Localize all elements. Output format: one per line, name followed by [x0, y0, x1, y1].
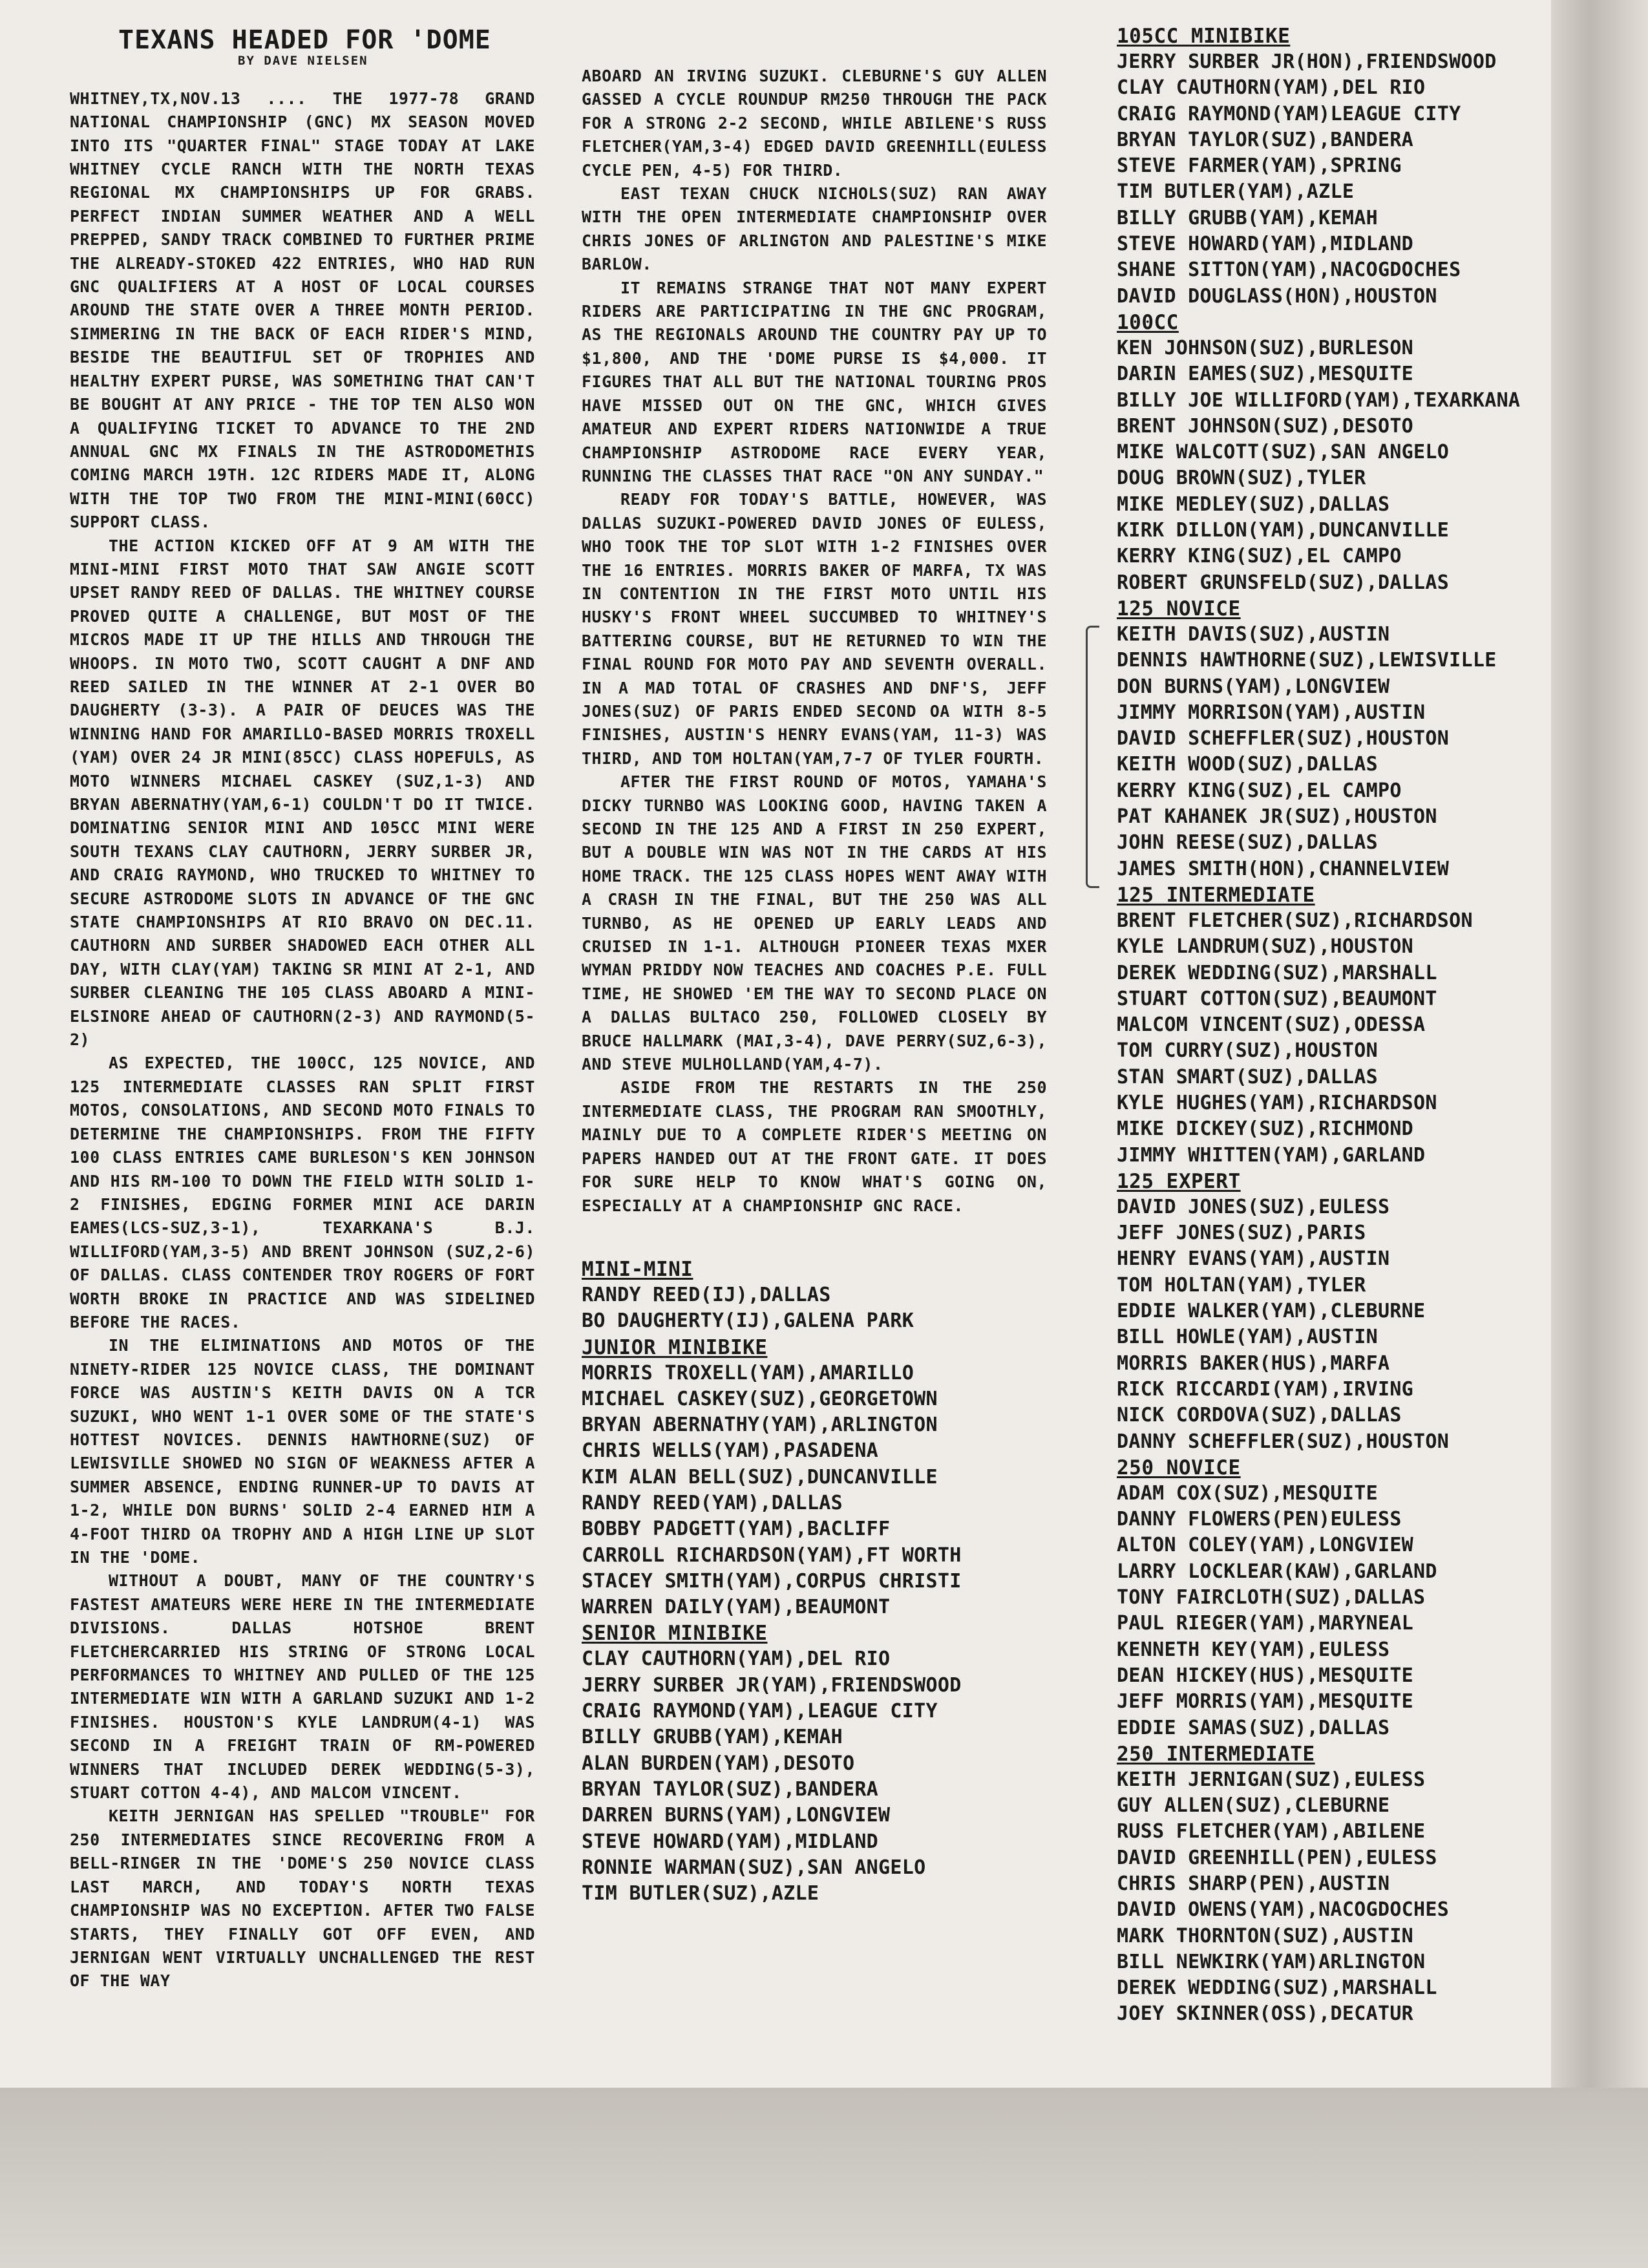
- class-heading: 125 INTERMEDIATE: [1117, 883, 1315, 907]
- result-entry: GUY ALLEN(SUZ),CLEBURNE: [1117, 1794, 1390, 1818]
- result-entry: STEVE HOWARD(YAM),MIDLAND: [582, 1830, 879, 1853]
- result-entry: ROBERT GRUNSFELD(SUZ),DALLAS: [1117, 571, 1450, 594]
- result-entry: MORRIS TROXELL(YAM),AMARILLO: [582, 1361, 914, 1384]
- results-column-3: [1117, 0, 1530, 2028]
- result-entry: BILLY GRUBB(YAM),KEMAH: [582, 1726, 843, 1749]
- result-entry: SHANE SITTON(YAM),NACOGDOCHES: [1117, 259, 1461, 282]
- result-entry: STAN SMART(SUZ),DALLAS: [1117, 1065, 1378, 1088]
- result-entry: DOUG BROWN(SUZ),TYLER: [1117, 467, 1366, 490]
- result-entry: PAT KAHANEK JR(SUZ),HOUSTON: [1117, 805, 1437, 829]
- class-heading: 100CC: [1117, 310, 1179, 334]
- result-entry: BOBBY PADGETT(YAM),BACLIFF: [582, 1518, 891, 1541]
- result-entry: BRYAN TAYLOR(SUZ),BANDERA: [1117, 128, 1414, 151]
- article-paragraph: THE ACTION KICKED OFF AT 9 AM WITH THE MINI-MINI FIRST MOTO THAT SAW ANGIE SCOTT UPSET RANDY REED OF DALLAS. THE WHITNEY COURSE PROVED QUITE A CHALLENGE, BUT MOST OF THE MICROS MADE IT UP THE HILLS AND THROUGH THE WHOOPS. IN MOTO TWO, SCOTT CAUGHT A DNF AND REED SAILED IN THE WINNER AT 2-1 OVER BO DAUGHERTY (3-3). A PAIR OF DEUCES WAS THE WINNING HAND FOR AMARILLO-BASED MORRIS TROXELL (YAM) OVER 24 JR MINI(85CC) CLASS HOPEFULS, AS MOTO WINNERS MICHAEL CASKEY (SUZ,1-3) AND BRYAN ABERNATHY(YAM,6-1) COULDN'T DO IT TWICE. DOMINATING SENIOR MINI AND 105CC MINI WERE SOUTH TEXANS CLAY CAUTHORN, JERRY SURBER JR, AND CRAIG RAYMOND, WHO TRUCKED TO WHITNEY TO SECURE ASTRODOME SLOTS IN ADVANCE OF THE GNC STATE CHAMPIONSHIPS AT RIO BRAVO ON DEC.11. CAUTHORN AND SURBER SHADOWED EACH OTHER ALL DAY, WITH CLAY(YAM) TAKING SR MINI AT 2-1, AND SURBER CLEANING THE 105 CLASS ABOARD A MINI-ELSINORE AHEAD OF CAUTHORN(2-3) AND RAYMOND(5-2): [70, 536, 535, 1050]
- result-entry: TIM BUTLER(YAM),AZLE: [1117, 180, 1355, 204]
- article-paragraph: KEITH JERNIGAN HAS SPELLED "TROUBLE" FOR 250 INTERMEDIATES SINCE RECOVERING FROM A BELL-RINGER IN THE 'DOME'S 250 NOVICE CLASS LAST MARCH, AND TODAY'S NORTH TEXAS CHAMPIONSHIP WAS NO EXCEPTION. AFTER TWO FALSE STARTS, THEY FINALLY GOT OFF EVEN, AND JERNIGAN WENT VIRTUALLY UNCHALLENGED THE REST OF THE WAY: [70, 1807, 535, 1991]
- result-entry: DAVID SCHEFFLER(SUZ),HOUSTON: [1117, 727, 1450, 750]
- result-entry: STEVE FARMER(YAM),SPRING: [1117, 154, 1402, 178]
- result-entry: JAMES SMITH(HON),CHANNELVIEW: [1117, 857, 1450, 880]
- result-entry: JOEY SKINNER(OSS),DECATUR: [1117, 2002, 1414, 2026]
- result-entry: STEVE HOWARD(YAM),MIDLAND: [1117, 233, 1414, 256]
- result-entry: BRENT FLETCHER(SUZ),RICHARDSON: [1117, 909, 1473, 932]
- article-paragraph: AS EXPECTED, THE 100CC, 125 NOVICE, AND 125 INTERMEDIATE CLASSES RAN SPLIT FIRST MOTOS, CONSOLATIONS, AND SECOND MOTO FINALS TO DETERMINE THE CHAMPIONSHIPS. FROM THE FIFTY 100 CLASS ENTRIES CAME BURLESON'S KEN JOHNSON AND HIS RM-100 TO DOWN THE FIELD WITH SOLID 1-2 FINISHES, EDGING FORMER MINI ACE DARIN EAMES(LCS-SUZ,3-1), TEXARKANA'S B.J. WILLIFORD(YAM,3-5) AND BRENT JOHNSON (SUZ,2-6) OF DALLAS. CLASS CONTENDER TROY ROGERS OF FORT WORTH BROKE IN PRACTICE AND WAS SIDELINED BEFORE THE RACES.: [70, 1054, 535, 1331]
- result-entry: CLAY CAUTHORN(YAM),DEL RIO: [582, 1648, 891, 1671]
- result-entry: MIKE DICKEY(SUZ),RICHMOND: [1117, 1118, 1414, 1141]
- result-entry: DEREK WEDDING(SUZ),MARSHALL: [1117, 961, 1437, 984]
- result-entry: DARREN BURNS(YAM),LONGVIEW: [582, 1804, 891, 1827]
- result-entry: DEREK WEDDING(SUZ),MARSHALL: [1117, 1977, 1437, 2000]
- result-entry: JERRY SURBER JR(HON),FRIENDSWOOD: [1117, 50, 1497, 73]
- result-entry: DAVID GREENHILL(PEN),EULESS: [1117, 1846, 1437, 1869]
- page-edge-shadow: [1551, 0, 1648, 2088]
- article-paragraph: WHITNEY,TX,NOV.13 .... THE 1977-78 GRAND NATIONAL CHAMPIONSHIP (GNC) MX SEASON MOVED INTO ITS "QUARTER FINAL" STAGE TODAY AT LAKE WHITNEY CYCLE RANCH WITH THE NORTH TEXAS REGIONAL MX CHAMPIONSHIPS UP FOR GRABS. PERFECT INDIAN SUMMER WEATHER AND A WELL PREPPED, SANDY TRACK COMBINED TO FURTHER PRIME THE ALREADY-STOKED 422 ENTRIES, WHO HAD RUN GNC QUALIFIERS AT A HOST OF LOCAL COURSES AROUND THE STATE OVER A THREE MONTH PERIOD. SIMMERING IN THE BACK OF EACH RIDER'S MIND, BESIDE THE BEAUTIFUL SET OF TROPHIES AND HEALTHY EXPERT PURSE, WAS SOMETHING THAT CAN'T BE BOUGHT AT ANY PRICE - THE TOP TEN ALSO WON A QUALIFYING TICKET TO ADVANCE TO THE 2ND ANNUAL GNC MX FINALS IN THE ASTRODOMETHIS COMING MARCH 19TH. 12C RIDERS MADE IT, ALONG WITH THE TOP TWO FROM THE MINI-MINI(60CC) SUPPORT CLASS.: [70, 89, 535, 532]
- result-entry: KYLE HUGHES(YAM),RICHARDSON: [1117, 1091, 1437, 1114]
- result-entry: KEN JOHNSON(SUZ),BURLESON: [1117, 336, 1414, 359]
- result-entry: KIM ALAN BELL(SUZ),DUNCANVILLE: [582, 1465, 938, 1489]
- article-paragraph: IN THE ELIMINATIONS AND MOTOS OF THE NINETY-RIDER 125 NOVICE CLASS, THE DOMINANT FORCE WAS AUSTIN'S KEITH DAVIS ON A TCR SUZUKI, WHO WENT 1-1 OVER SOME OF THE STATE'S HOTTEST NOVICES. DENNIS HAWTHORNE(SUZ) OF LEWISVILLE SHOWED NO SIGN OF WEAKNESS AFTER A SUMMER ABSENCE, ENDING RUNNER-UP TO DAVIS AT 1-2, WHILE DON BURNS' SOLID 2-4 EARNED HIM A 4-FOOT THIRD OA TROPHY AND A HIGH LINE UP SLOT IN THE 'DOME.: [70, 1336, 535, 1567]
- result-entry: JEFF JONES(SUZ),PARIS: [1117, 1222, 1366, 1245]
- results-list-col2: [582, 1256, 1047, 1907]
- result-entry: RANDY REED(IJ),DALLAS: [582, 1283, 831, 1306]
- result-entry: JIMMY MORRISON(YAM),AUSTIN: [1117, 701, 1426, 724]
- result-entry: ALAN BURDEN(YAM),DESOTO: [582, 1752, 855, 1775]
- article-paragraph: IT REMAINS STRANGE THAT NOT MANY EXPERT RIDERS ARE PARTICIPATING IN THE GNC PROGRAM, AS THE REGIONALS AROUND THE COUNTRY PAY UP TO $1,800, AND THE 'DOME PURSE IS $4,000. IT FIGURES THAT ALL BUT THE NATIONAL TOURING PROS HAVE MISSED OUT ON THE GNC, WHICH GIVES AMATEUR AND EXPERT RIDERS NATIONWIDE A TRUE CHAMPIONSHIP ASTRODOME RACE EVERY YEAR, RUNNING THE CLASSES THAT RACE "ON ANY SUNDAY.": [582, 278, 1047, 485]
- result-entry: KEITH JERNIGAN(SUZ),EULESS: [1117, 1768, 1426, 1791]
- result-entry: KYLE LANDRUM(SUZ),HOUSTON: [1117, 935, 1414, 959]
- result-entry: WARREN DAILY(YAM),BEAUMONT: [582, 1596, 891, 1619]
- result-entry: KIRK DILLON(YAM),DUNCANVILLE: [1117, 519, 1450, 542]
- article-column-1: [70, 0, 535, 1993]
- result-entry: EDDIE SAMAS(SUZ),DALLAS: [1117, 1716, 1390, 1739]
- result-entry: BO DAUGHERTY(IJ),GALENA PARK: [582, 1309, 914, 1333]
- result-entry: STACEY SMITH(YAM),CORPUS CHRISTI: [582, 1569, 962, 1593]
- result-entry: RONNIE WARMAN(SUZ),SAN ANGELO: [582, 1856, 926, 1879]
- result-entry: PAUL RIEGER(YAM),MARYNEAL: [1117, 1612, 1414, 1635]
- result-entry: DANNY SCHEFFLER(SUZ),HOUSTON: [1117, 1430, 1450, 1453]
- result-entry: CRAIG RAYMOND(YAM),LEAGUE CITY: [582, 1700, 938, 1723]
- result-entry: TOM CURRY(SUZ),HOUSTON: [1117, 1039, 1378, 1063]
- result-entry: DAVID OWENS(YAM),NACOGDOCHES: [1117, 1898, 1450, 1922]
- result-entry: BRYAN TAYLOR(SUZ),BANDERA: [582, 1777, 879, 1801]
- result-entry: TOM HOLTAN(YAM),TYLER: [1117, 1273, 1366, 1297]
- result-entry: MIKE WALCOTT(SUZ),SAN ANGELO: [1117, 441, 1450, 464]
- result-entry: JOHN REESE(SUZ),DALLAS: [1117, 831, 1378, 854]
- result-entry: DAVID JONES(SUZ),EULESS: [1117, 1195, 1390, 1218]
- result-entry: TONY FAIRCLOTH(SUZ),DALLAS: [1117, 1586, 1426, 1609]
- article-paragraph: ASIDE FROM THE RESTARTS IN THE 250 INTERMEDIATE CLASS, THE PROGRAM RAN SMOOTHLY, MAINLY DUE TO A COMPLETE RIDER'S MEETING ON PAPERS HANDED OUT AT THE FRONT GATE. IT DOES FOR SURE HELP TO KNOW WHAT'S GOING ON, ESPECIALLY AT A CHAMPIONSHIP GNC RACE.: [582, 1078, 1047, 1215]
- result-entry: BRYAN ABERNATHY(YAM),ARLINGTON: [582, 1414, 938, 1437]
- pen-bracket-mark: [1086, 626, 1099, 888]
- result-entry: CHRIS SHARP(PEN),AUSTIN: [1117, 1872, 1390, 1895]
- result-entry: TIM BUTLER(SUZ),AZLE: [582, 1882, 819, 1905]
- result-entry: MICHAEL CASKEY(SUZ),GEORGETOWN: [582, 1387, 938, 1410]
- result-entry: JERRY SURBER JR(YAM),FRIENDSWOOD: [582, 1673, 962, 1697]
- result-entry: JIMMY WHITTEN(YAM),GARLAND: [1117, 1143, 1426, 1167]
- article-paragraph: WITHOUT A DOUBT, MANY OF THE COUNTRY'S FASTEST AMATEURS WERE HERE IN THE INTERMEDIATE DIVISIONS. DALLAS HOTSHOE BRENT FLETCHERCARRIED HIS STRING OF STRONG LOCAL PERFORMANCES TO WHITNEY AND PULLED OF THE 125 INTERMEDIATE WIN WITH A GARLAND SUZUKI AND 1-2 FINISHES. HOUSTON'S KYLE LANDRUM(4-1) WAS SECOND IN A FREIGHT TRAIN OF RM-POWERED WINNERS THAT INCLUDED DEREK WEDDING(5-3), STUART COTTON 4-4), AND MALCOM VINCENT.: [70, 1571, 535, 1803]
- result-entry: CRAIG RAYMOND(YAM)LEAGUE CITY: [1117, 102, 1461, 125]
- result-entry: DARIN EAMES(SUZ),MESQUITE: [1117, 363, 1414, 386]
- result-entry: DANNY FLOWERS(PEN)EULESS: [1117, 1508, 1402, 1531]
- result-entry: ADAM COX(SUZ),MESQUITE: [1117, 1481, 1378, 1505]
- result-entry: MARK THORNTON(SUZ),AUSTIN: [1117, 1924, 1414, 1947]
- result-entry: BILLY GRUBB(YAM),KEMAH: [1117, 206, 1378, 229]
- result-entry: CLAY CAUTHORN(YAM),DEL RIO: [1117, 76, 1426, 100]
- result-entry: CHRIS WELLS(YAM),PASADENA: [582, 1439, 879, 1463]
- results-list-col3: [1117, 23, 1530, 2028]
- result-entry: MORRIS BAKER(HUS),MARFA: [1117, 1351, 1390, 1375]
- result-entry: BILL NEWKIRK(YAM)ARLINGTON: [1117, 1950, 1426, 1973]
- article-paragraph: READY FOR TODAY'S BATTLE, HOWEVER, WAS DALLAS SUZUKI-POWERED DAVID JONES OF EULESS, WHO TOOK THE TOP SLOT WITH 1-2 FINISHES OVER THE 16 ENTRIES. MORRIS BAKER OF MARFA, TX WAS IN CONTENTION IN THE FIRST MOTO UNTIL HIS HUSKY'S FRONT WHEEL SUCCUMBED TO WHITNEY'S BATTERING COURSE, BUT HE RETURNED TO WIN THE FINAL ROUND FOR MOTO PAY AND SEVENTH OVERALL. IN A MAD TOTAL OF CRASHES AND DNF'S, JEFF JONES(SUZ) OF PARIS ENDED SECOND OA WITH 8-5 FINISHES, AUSTIN'S HENRY EVANS(YAM, 11-3) WAS THIRD, AND TOM HOLTAN(YAM,7-7 OF TYLER FOURTH.: [582, 490, 1047, 768]
- class-heading: 125 EXPERT: [1117, 1169, 1241, 1193]
- result-entry: RUSS FLETCHER(YAM),ABILENE: [1117, 1820, 1426, 1843]
- result-entry: EDDIE WALKER(YAM),CLEBURNE: [1117, 1300, 1426, 1323]
- class-heading: MINI-MINI: [582, 1257, 693, 1281]
- result-entry: BILL HOWLE(YAM),AUSTIN: [1117, 1326, 1378, 1349]
- result-entry: CARROLL RICHARDSON(YAM),FT WORTH: [582, 1543, 962, 1567]
- result-entry: BILLY JOE WILLIFORD(YAM),TEXARKANA: [1117, 388, 1521, 412]
- result-entry: MALCOM VINCENT(SUZ),ODESSA: [1117, 1013, 1426, 1037]
- headline: TEXANS HEADED FOR 'DOME: [118, 25, 491, 55]
- article-paragraph: ABOARD AN IRVING SUZUKI. CLEBURNE'S GUY ALLEN GASSED A CYCLE ROUNDUP RM250 THROUGH THE PACK FOR A STRONG 2-2 SECOND, WHILE ABILENE'S RUSS FLETCHER(YAM,3-4) EDGED DAVID GREENHILL(EULESS CYCLE PEN, 4-5) FOR THIRD.: [582, 67, 1047, 180]
- class-heading: 125 NOVICE: [1117, 597, 1241, 620]
- result-entry: HENRY EVANS(YAM),AUSTIN: [1117, 1247, 1390, 1271]
- result-entry: KERRY KING(SUZ),EL CAMPO: [1117, 779, 1402, 802]
- result-entry: ALTON COLEY(YAM),LONGVIEW: [1117, 1534, 1414, 1557]
- result-entry: KERRY KING(SUZ),EL CAMPO: [1117, 545, 1402, 568]
- result-entry: MIKE MEDLEY(SUZ),DALLAS: [1117, 493, 1390, 516]
- byline: BY DAVE NIELSEN: [238, 54, 368, 69]
- result-entry: NICK CORDOVA(SUZ),DALLAS: [1117, 1404, 1402, 1427]
- class-heading: JUNIOR MINIBIKE: [582, 1335, 768, 1359]
- result-entry: STUART COTTON(SUZ),BEAUMONT: [1117, 987, 1437, 1010]
- article-paragraph: AFTER THE FIRST ROUND OF MOTOS, YAMAHA'S DICKY TURNBO WAS LOOKING GOOD, HAVING TAKEN A SECOND IN THE 125 AND A FIRST IN 250 EXPERT, BUT A DOUBLE WIN WAS NOT IN THE CARDS AT HIS HOME TRACK. THE 125 CLASS HOPES WENT AWAY WITH A CRASH IN THE FINAL, BUT THE 250 WAS ALL TURNBO, AS HE OPENED UP EARLY LEADS AND CRUISED IN 1-1. ALTHOUGH PIONEER TEXAS MXER WYMAN PRIDDY NOW TEACHES AND COACHES P.E. FULL TIME, HE SHOWED 'EM THE WAY TO SECOND PLACE ON A DALLAS BULTACO 250, FOLLOWED CLOSELY BY BRUCE HALLMARK (MAI,3-4), DAVE PERRY(SUZ,6-3), AND STEVE MULHOLLAND(YAM,4-7).: [582, 772, 1047, 1074]
- article-paragraph: EAST TEXAN CHUCK NICHOLS(SUZ) RAN AWAY WITH THE OPEN INTERMEDIATE CHAMPIONSHIP OVER CHRIS JONES OF ARLINGTON AND PALESTINE'S MIKE BARLOW.: [582, 184, 1047, 274]
- result-entry: KEITH DAVIS(SUZ),AUSTIN: [1117, 622, 1390, 646]
- class-heading: 250 NOVICE: [1117, 1456, 1241, 1479]
- result-entry: LARRY LOCKLEAR(KAW),GARLAND: [1117, 1560, 1437, 1583]
- class-heading: 105CC MINIBIKE: [1117, 25, 1291, 48]
- scan-background: [0, 2088, 1648, 2268]
- result-entry: RICK RICCARDI(YAM),IRVING: [1117, 1377, 1414, 1401]
- article-column-2: [582, 0, 1047, 1907]
- result-entry: DENNIS HAWTHORNE(SUZ),LEWISVILLE: [1117, 649, 1497, 672]
- result-entry: JEFF MORRIS(YAM),MESQUITE: [1117, 1690, 1414, 1713]
- result-entry: DAVID DOUGLASS(HON),HOUSTON: [1117, 284, 1437, 308]
- result-entry: KEITH WOOD(SUZ),DALLAS: [1117, 753, 1378, 776]
- result-entry: DON BURNS(YAM),LONGVIEW: [1117, 675, 1390, 698]
- result-entry: BRENT JOHNSON(SUZ),DESOTO: [1117, 414, 1414, 438]
- class-heading: 250 INTERMEDIATE: [1117, 1742, 1315, 1766]
- result-entry: KENNETH KEY(YAM),EULESS: [1117, 1638, 1390, 1661]
- result-entry: DEAN HICKEY(HUS),MESQUITE: [1117, 1664, 1414, 1687]
- result-entry: RANDY REED(YAM),DALLAS: [582, 1491, 843, 1514]
- class-heading: SENIOR MINIBIKE: [582, 1622, 768, 1646]
